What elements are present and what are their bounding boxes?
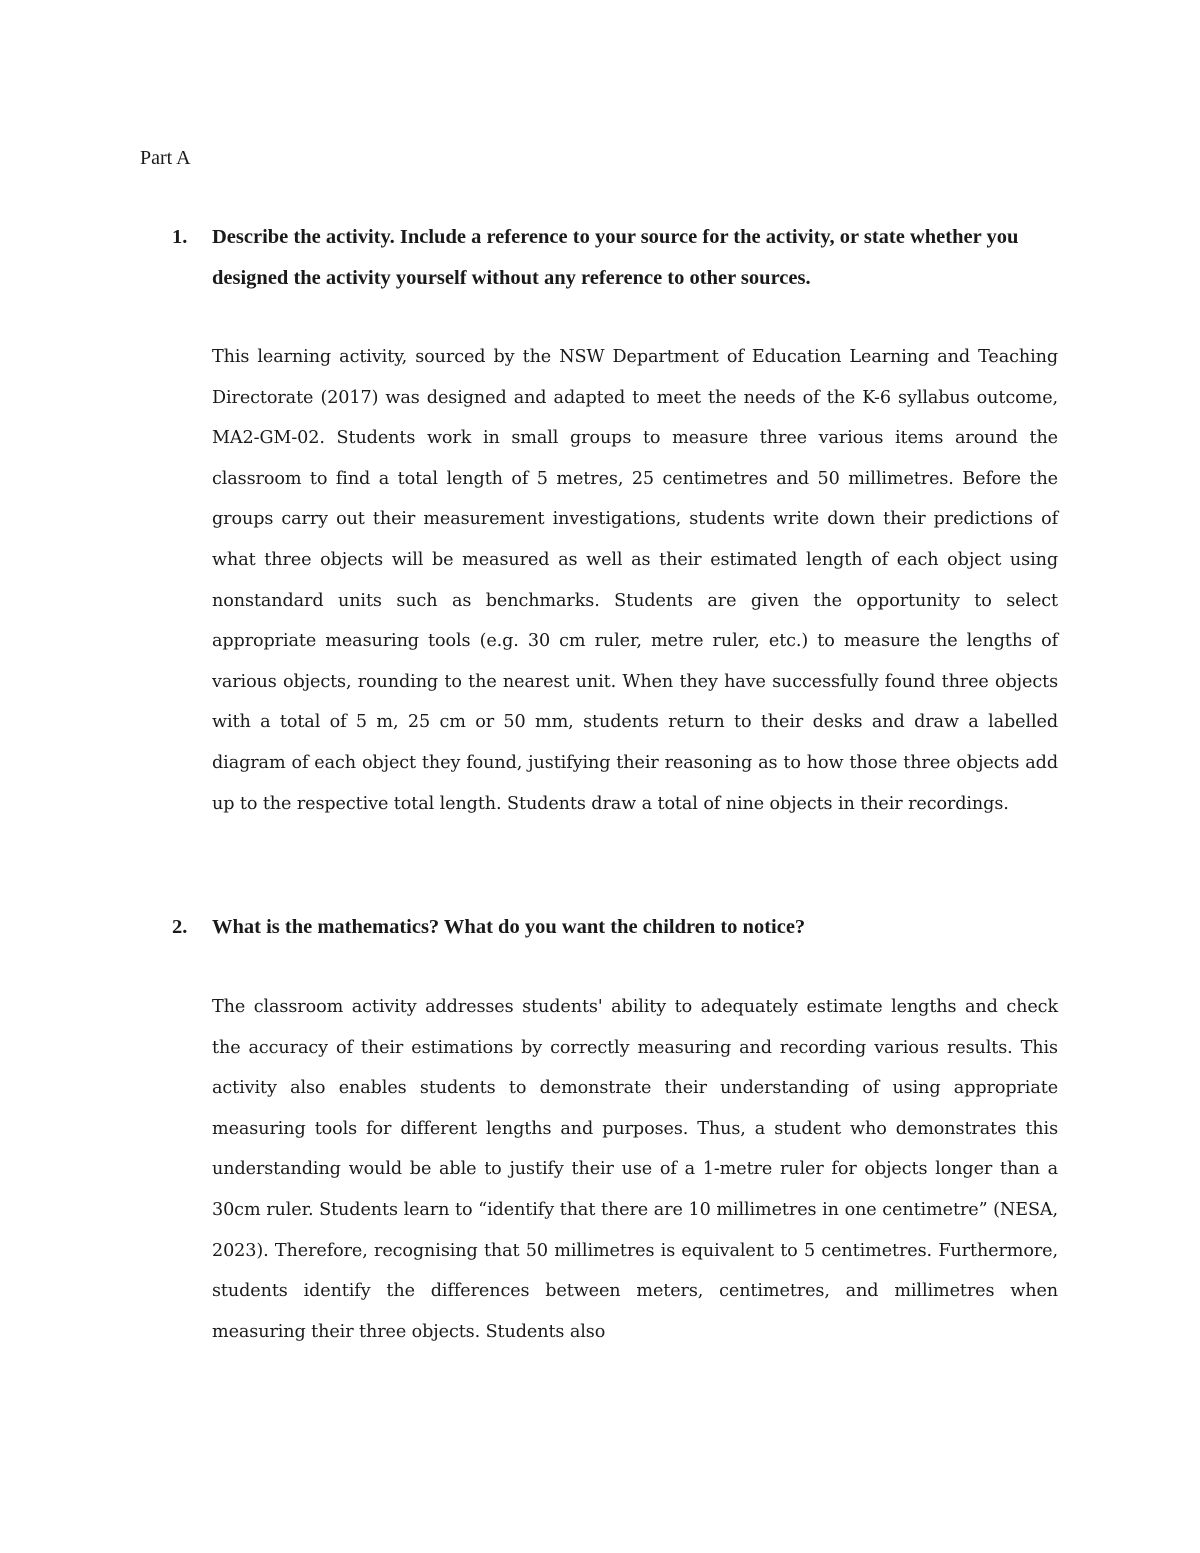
question-text: What is the mathematics? What do you want the children to notice? xyxy=(212,916,806,938)
question-text: Describe the activity. Include a reference to your source for the activity, or state whether you designed the activity yourself without any reference to other sources. xyxy=(212,226,1019,289)
part-title: Part A xyxy=(140,147,191,169)
question-1 xyxy=(172,217,1062,298)
question-number: 2. xyxy=(172,916,188,938)
answer-1-paragraph: This learning activity, sourced by the NSW Department of Education Learning and Teaching Directorate (2017) was designed and adapted to meet the needs of the K-6 syllabus outcome, MA2-GM-02. Students work in small groups to measure three various items around the classroom to find a total length of 5 metres, 25 centimetres and 50 millimetres. Before the groups carry out their measurement investigations, students write down their predictions of what three objects will be measured as well as their estimated length of each object using nonstandard units such as benchmarks. Students are given the opportunity to select appropriate measuring tools (e.g. 30 cm ruler, metre ruler, etc.) to measure the lengths of various objects, rounding to the nearest unit. When they have successfully found three objects with a total of 5 m, 25 cm or 50 mm, students return to their desks and draw a labelled diagram of each object they found, justifying their reasoning as to how those three objects add up to the respective total length. Students draw a total of nine objects in their recordings. xyxy=(212,347,1058,814)
answer-2-paragraph: The classroom activity addresses students' ability to adequately estimate lengths and check the accuracy of their estimations by correctly measuring and recording various results. This activity also enables students to demonstrate their understanding of using appropriate measuring tools for different lengths and purposes. Thus, a student who demonstrates this understanding would be able to justify their use of a 1-metre ruler for objects longer than a 30cm ruler. Students learn to “identify that there are 10 millimetres in one centimetre” (NESA, 2023). Therefore, recognising that 50 millimetres is equivalent to 5 centimetres. Furthermore, students identify the differences between meters, centimetres, and millimetres when measuring their three objects. Students also xyxy=(212,997,1058,1342)
question-number: 1. xyxy=(172,226,188,248)
question-2 xyxy=(172,907,1062,948)
